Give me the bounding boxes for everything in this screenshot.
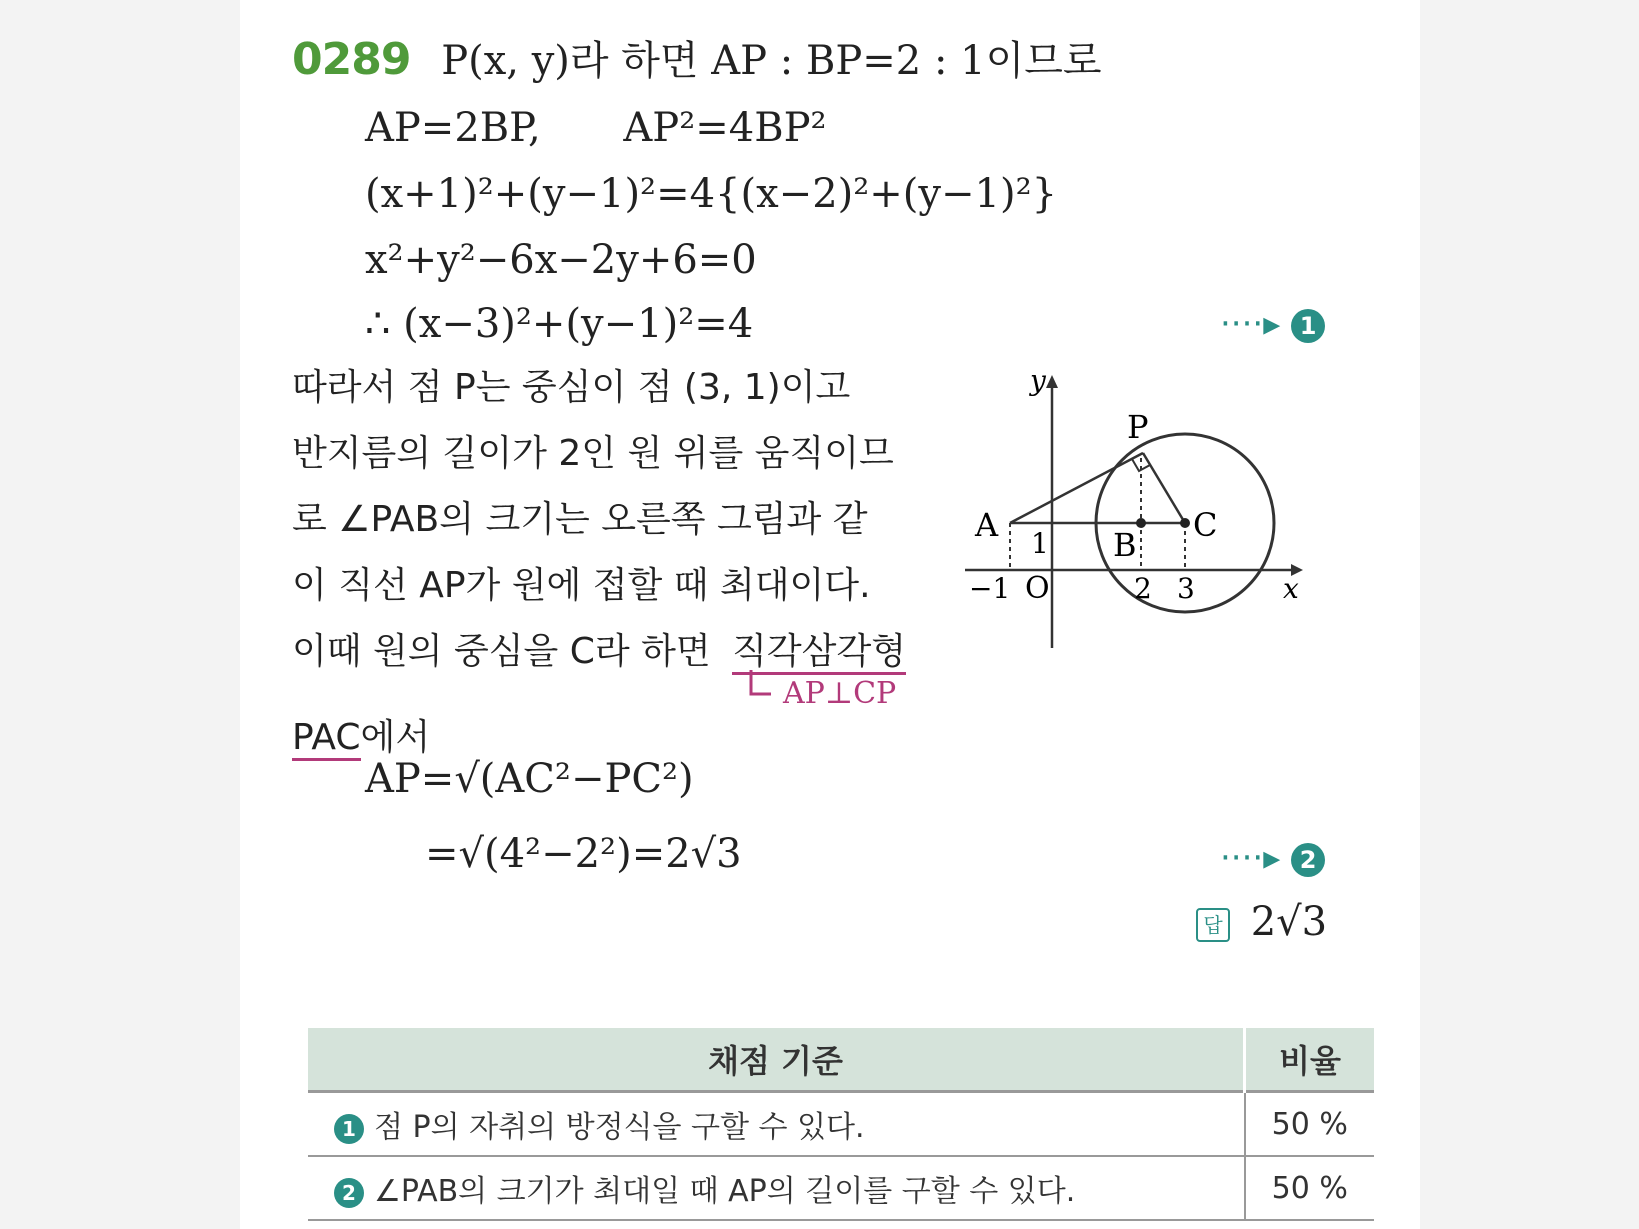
- grading-table: [308, 1028, 1374, 1221]
- step-marker-1: [1220, 304, 1325, 344]
- grading-row: [308, 1092, 1374, 1157]
- problem-intro: P(x, y)라 하면 AP : BP=2 : 1이므로: [441, 38, 1102, 84]
- point-b: [1136, 518, 1146, 528]
- answer-value: 2√3: [1250, 899, 1328, 945]
- label-one: 1: [1031, 527, 1049, 560]
- underlined-term: 직각삼각형: [732, 631, 906, 675]
- grading-row: [308, 1156, 1374, 1220]
- label-c: C: [1193, 506, 1218, 544]
- y-label: y: [1030, 370, 1046, 397]
- header-rate: 비율: [1245, 1028, 1375, 1092]
- equation-1-right: AP²=4BP²: [623, 105, 827, 151]
- criterion-number: 2: [334, 1178, 364, 1208]
- criterion-cell: [308, 1156, 1245, 1220]
- underlined-term: PAC: [292, 717, 361, 761]
- marker-dots-1: ····▸: [1220, 304, 1281, 344]
- step-marker-2: [1220, 838, 1325, 878]
- segment-pc: [1143, 453, 1185, 523]
- label-three: 3: [1177, 572, 1195, 605]
- equation-3: x²+y²−6x−2y+6=0: [365, 237, 757, 283]
- criterion-text: 점 P의 자취의 방정식을 구할 수 있다.: [374, 1110, 865, 1145]
- step-number-2: 2: [1291, 843, 1325, 877]
- paragraph-line: 이 직선 AP가 원에 접할 때 최대이다.: [292, 565, 871, 606]
- problem-number: 0289: [292, 34, 411, 85]
- label-origin: O: [1025, 571, 1050, 606]
- label-p: P: [1127, 408, 1149, 446]
- criterion-number: 1: [334, 1114, 364, 1144]
- rate-cell: 50 %: [1245, 1092, 1375, 1157]
- equation-1-left: AP=2BP,: [365, 105, 541, 151]
- equation-1: [365, 104, 827, 152]
- answer-icon: 답: [1196, 908, 1230, 942]
- paragraph-text: 에서: [360, 717, 431, 758]
- label-b: B: [1113, 526, 1137, 564]
- answer: [1196, 898, 1327, 946]
- y-axis-arrow: [1046, 375, 1058, 388]
- criterion-text: ∠PAB의 크기가 최대일 때 AP의 길이를 구할 수 있다.: [374, 1174, 1076, 1209]
- paragraph-line: 따라서 점 P는 중심이 점 (3, 1)이고: [292, 367, 851, 408]
- rate-cell: 50 %: [1245, 1156, 1375, 1220]
- paragraph-line: 반지름의 길이가 2인 원 위를 움직이므: [292, 433, 894, 474]
- step-number-1: 1: [1291, 309, 1325, 343]
- geometry-figure: [955, 370, 1315, 660]
- equation-6: =√(4²−2²)=2√3: [425, 831, 742, 877]
- note-bracket: [745, 668, 775, 704]
- header-criterion: 채점 기준: [308, 1028, 1245, 1092]
- point-c: [1180, 518, 1190, 528]
- problem-header: [292, 36, 1102, 85]
- equation-2: (x+1)²+(y−1)²=4{(x−2)²+(y−1)²}: [365, 171, 1058, 217]
- perpendicular-note: AP⊥CP: [783, 676, 897, 711]
- marker-dots-2: ····▸: [1220, 838, 1281, 878]
- label-a: A: [975, 506, 999, 544]
- grading-header-row: [308, 1028, 1374, 1092]
- criterion-cell: [308, 1092, 1245, 1157]
- label-two: 2: [1134, 572, 1152, 605]
- tangent-ap: [1010, 453, 1143, 523]
- paragraph-text: 이때 원의 중심을 C라 하면: [292, 631, 711, 672]
- x-label: x: [1283, 572, 1299, 605]
- label-neg-one: −1: [969, 572, 1011, 605]
- paragraph-line: 로 ∠PAB의 크기는 오른쪽 그림과 같: [292, 499, 868, 540]
- equation-5: AP=√(AC²−PC²): [365, 756, 694, 802]
- equation-4: ∴ (x−3)²+(y−1)²=4: [365, 301, 754, 347]
